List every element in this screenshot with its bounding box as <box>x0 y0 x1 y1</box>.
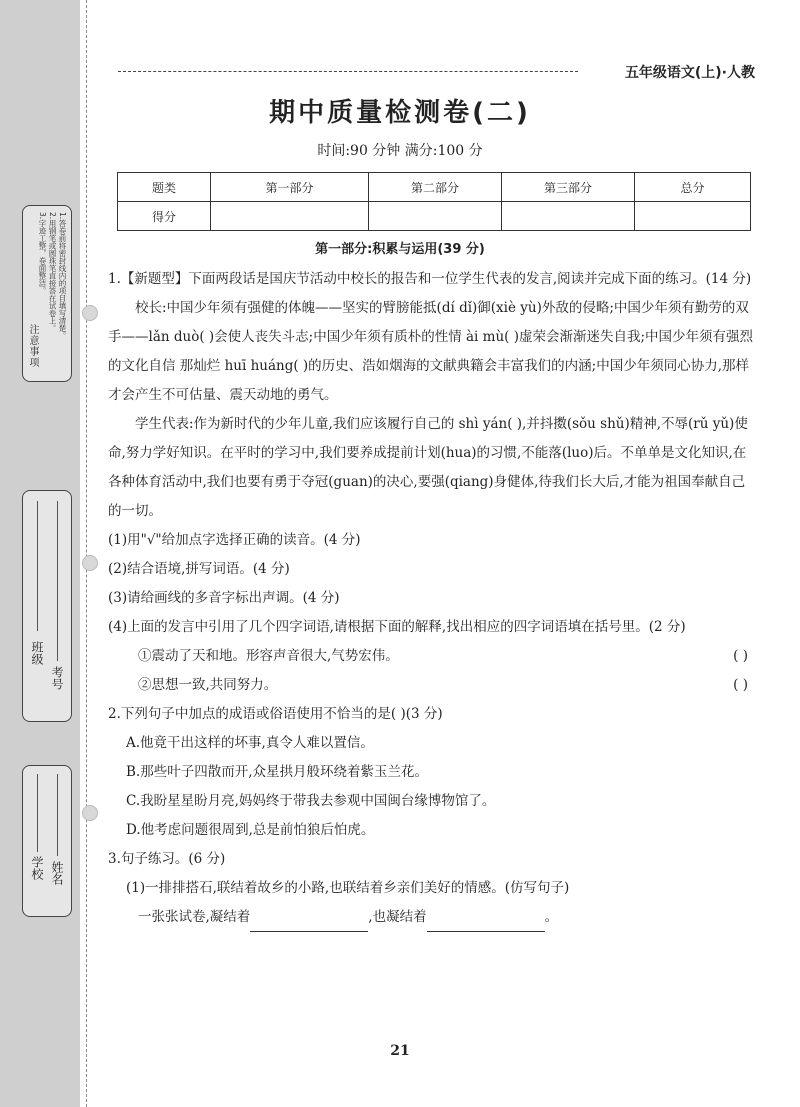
q2-option-b: B.那些叶子四散而开,众星拱月般环绕着紫玉兰花。 <box>126 764 429 780</box>
class-info-box <box>22 490 72 722</box>
section-title: 第一部分:积累与运用(39 分) <box>315 242 485 257</box>
answer-row <box>108 671 756 700</box>
score-table <box>117 172 751 231</box>
answer-blank[interactable]: ( ) <box>733 677 748 693</box>
q2-option-c: C.我盼星星盼月亮,妈妈终于带我去参观中国闽台缘博物馆了。 <box>126 793 496 809</box>
q1-sub4: (4)上面的发言中引用了几个四字词语,请根据下面的解释,找出相应的四字词语填在括号里。(2 分) <box>108 619 686 635</box>
notice-line: 1.答卷前将密封线内的项目填写清楚。 2.用钢笔或圆珠笔直接答在试卷上。 3.字迹工整，卷面整洁。 <box>38 212 67 340</box>
q1-student-passage: 学生代表:作为新时代的少年儿童,我们应该履行自己的 shì yán( ),并抖擞(sǒu shǔ)精神,不辱(rǔ yǔ)使命,努力学好知识。在平时的学习中,我们要养成提前计划(hua)的习惯,不能落(luo)后。不单单是文化知识,在各种体育活动中,我们也要有勇于夺冠(guan)的决心,要强(qiang)身健体,待我们长大后,才能为祖国奉献自己的一切。 <box>108 416 748 519</box>
cut-line <box>86 0 87 1107</box>
table-header: 总分 <box>635 173 751 202</box>
score-cell[interactable] <box>211 202 369 231</box>
notice-box <box>22 205 72 382</box>
q1-sub2: (2)结合语境,拼写词语。(4 分) <box>108 561 290 577</box>
page-header <box>118 62 755 81</box>
name-label: 姓名 <box>50 861 64 885</box>
number-label: 考号 <box>50 666 64 690</box>
q3-sub1: (1)一排排搭石,联结着故乡的小路,也联结着乡亲们美好的情感。(仿写句子) <box>126 880 570 896</box>
q3-fill-line: 一张张试卷,凝结着 ,也凝结着 。 <box>108 903 756 932</box>
score-cell[interactable] <box>369 202 502 231</box>
series-label: 五年级语文(上)·人教 <box>624 65 755 81</box>
q1-principal-passage: 校长:中国少年须有强健的体魄——坚实的臂膀能抵(dí dǐ)御(xiè yù)外敌的侵略;中国少年须有勤劳的双手——lǎn duò( )会使人丧失斗志;中国少年须有质朴的性情 ài mù( )虚荣会渐渐迷失自我;中国少年须有强烈的文化自信 那灿烂 huī huáng( )的历史、浩如烟海的文献典籍会丰富我们的内涵;中国少年须同心协力,那样才会产生不可估量、震天动地的勇气。 <box>108 300 754 403</box>
q1-item2: ②思想一致,共同努力。 <box>138 677 278 693</box>
exam-meta: 时间:90 分钟 满分:100 分 <box>317 143 483 159</box>
table-header: 第一部分 <box>211 173 369 202</box>
row-label: 得分 <box>118 202 211 231</box>
table-row <box>118 173 751 202</box>
school-info-box <box>22 765 72 917</box>
q2-option-a: A.他竟干出这样的坏事,真令人难以置信。 <box>126 735 374 751</box>
school-field[interactable] <box>37 774 38 852</box>
class-label: 班级 <box>30 641 44 665</box>
page-title: 期中质量检测卷(二) <box>269 98 531 128</box>
q1-sub3: (3)请给画线的多音字标出声调。(4 分) <box>108 590 340 606</box>
header-divider <box>118 71 578 72</box>
table-header: 题类 <box>118 173 211 202</box>
table-header: 第三部分 <box>502 173 635 202</box>
question-content <box>108 265 756 932</box>
binding-hole <box>82 805 98 821</box>
fill-blank[interactable] <box>250 915 368 932</box>
name-field[interactable] <box>57 774 58 856</box>
q1-sub1: (1)用"√"给加点字选择正确的读音。(4 分) <box>108 532 361 548</box>
score-cell[interactable] <box>635 202 751 231</box>
school-label: 学校 <box>30 856 44 880</box>
number-field[interactable] <box>57 501 58 661</box>
class-field[interactable] <box>37 501 38 631</box>
binding-hole <box>82 305 98 321</box>
q1-item1: ①震动了天和地。形容声音很大,气势宏伟。 <box>138 648 399 664</box>
answer-row <box>108 642 756 671</box>
fill-blank[interactable] <box>427 915 545 932</box>
answer-blank[interactable]: ( ) <box>733 648 748 664</box>
q2-stem: 2.下列句子中加点的成语或俗语使用不恰当的是( )(3 分) <box>108 706 443 722</box>
binding-hole <box>82 555 98 571</box>
table-header: 第二部分 <box>369 173 502 202</box>
q3-stem: 3.句子练习。(6 分) <box>108 851 226 867</box>
notice-title: 注意事项 <box>27 324 38 368</box>
table-row <box>118 202 751 231</box>
score-cell[interactable] <box>502 202 635 231</box>
q2-option-d: D.他考虑问题很周到,总是前怕狼后怕虎。 <box>126 822 375 838</box>
q1-intro: 1.【新题型】下面两段话是国庆节活动中校长的报告和一位学生代表的发言,阅读并完成下面的练习。(14 分) <box>108 271 752 287</box>
page-number: 21 <box>390 1043 410 1059</box>
